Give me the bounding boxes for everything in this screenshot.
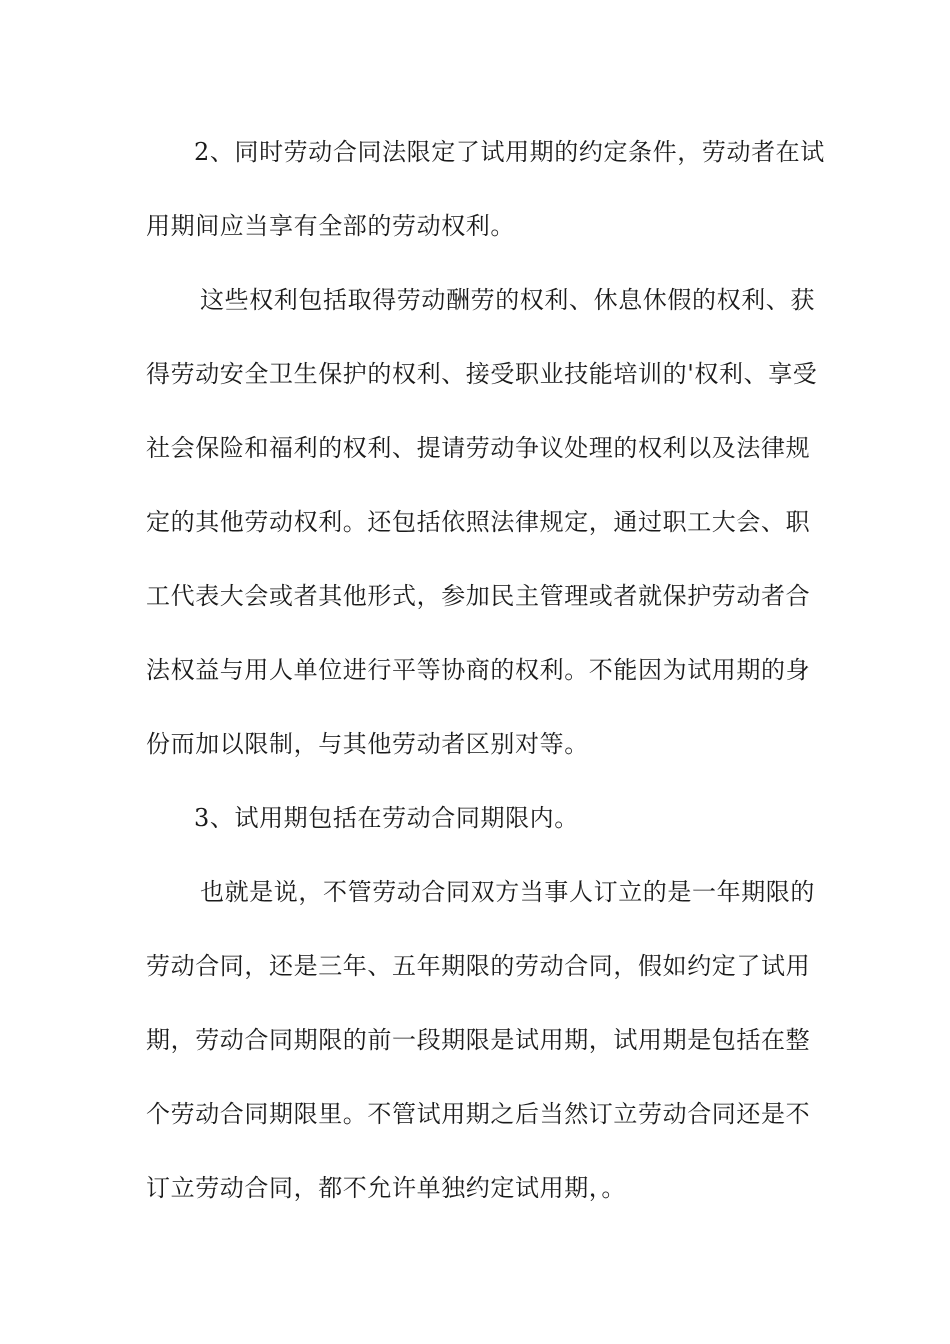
paragraph-line: 也就是说，不管劳动合同双方当事人订立的是一年期限的 (200, 878, 815, 906)
paragraph-line: 个劳动合同期限里。不管试用期之后当然订立劳动合同还是不 (146, 1100, 811, 1128)
paragraph-line: 份而加以限制，与其他劳动者区别对等。 (146, 730, 589, 758)
paragraph-line: 用期间应当享有全部的劳动权利。 (146, 212, 515, 240)
paragraph-line: 这些权利包括取得劳动酬劳的权利、休息休假的权利、获 (200, 286, 815, 314)
paragraph-line: 法权益与用人单位进行平等协商的权利。不能因为试用期的身 (146, 656, 811, 684)
paragraph-line: 工代表大会或者其他形式，参加民主管理或者就保护劳动者合 (146, 582, 811, 610)
paragraph-line: 定的其他劳动权利。还包括依照法律规定，通过职工大会、职 (146, 508, 811, 536)
paragraph-line: 劳动合同，还是三年、五年期限的劳动合同，假如约定了试用 (146, 952, 811, 980)
paragraph-line: 得劳动安全卫生保护的权利、接受职业技能培训的'权利、享受 (146, 360, 818, 388)
paragraph-line: 3、试用期包括在劳动合同期限内。 (194, 804, 579, 832)
paragraph-line: 订立劳动合同，都不允许单独约定试用期，。 (146, 1174, 626, 1202)
paragraph-line: 社会保险和福利的权利、提请劳动争议处理的权利以及法律规 (146, 434, 811, 462)
document-body (146, 130, 825, 1240)
paragraph-line: 2、同时劳动合同法限定了试用期的约定条件，劳动者在试 (194, 138, 825, 166)
paragraph-line: 期，劳动合同期限的前一段期限是试用期，试用期是包括在整 (146, 1026, 811, 1054)
